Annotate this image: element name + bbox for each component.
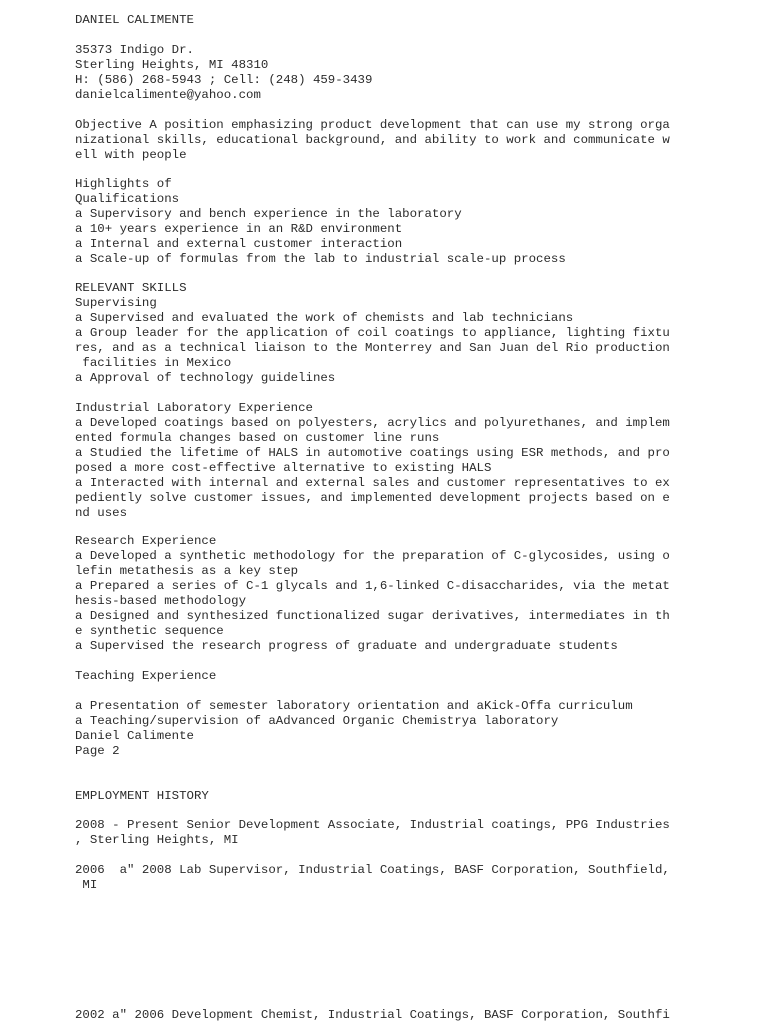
- text-line: Research Experience: [75, 534, 217, 548]
- text-line: a Supervised and evaluated the work of chemists and lab technicians: [75, 311, 574, 325]
- text-line: lefin metathesis as a key step: [75, 564, 299, 578]
- text-line: danielcalimente@yahoo.com: [75, 88, 261, 102]
- text-line: e synthetic sequence: [75, 624, 224, 638]
- text-line: RELEVANT SKILLS: [75, 281, 187, 295]
- text-line: Highlights of: [75, 177, 172, 191]
- text-line: a Group leader for the application of coil coatings to appliance, lighting fixtu: [75, 326, 670, 340]
- text-line: nd uses: [75, 506, 128, 520]
- text-line: a Interacted with internal and external sales and customer representatives to ex: [75, 476, 670, 490]
- text-line: a Developed coatings based on polyesters, acrylics and polyurethanes, and implem: [75, 416, 670, 430]
- text-line: 2006 a" 2008 Lab Supervisor, Industrial Coatings, BASF Corporation, Southfield,: [75, 863, 670, 877]
- text-line: a Internal and external customer interaction: [75, 237, 403, 251]
- text-line: a Teaching/supervision of aAdvanced Organic Chemistrya laboratory: [75, 714, 559, 728]
- text-line: nizational skills, educational background, and ability to work and communicate w: [75, 133, 670, 147]
- text-line: a Presentation of semester laboratory orientation and aKick-Offa curriculum: [75, 699, 633, 713]
- text-line: EMPLOYMENT HISTORY: [75, 789, 209, 803]
- text-line: , Sterling Heights, MI: [75, 833, 239, 847]
- text-line: a Supervised the research progress of graduate and undergraduate students: [75, 639, 618, 653]
- text-line: a Developed a synthetic methodology for the preparation of C-glycosides, using o: [75, 549, 670, 563]
- text-line: a Studied the lifetime of HALS in automotive coatings using ESR methods, and pro: [75, 446, 670, 460]
- text-line: Sterling Heights, MI 48310: [75, 58, 269, 72]
- text-line: Teaching Experience: [75, 669, 217, 683]
- text-line: Industrial Laboratory Experience: [75, 401, 313, 415]
- text-line: DANIEL CALIMENTE: [75, 13, 194, 27]
- text-line: Objective A position emphasizing product development that can use my strong orga: [75, 118, 670, 132]
- text-line: H: (586) 268-5943 ; Cell: (248) 459-3439: [75, 73, 373, 87]
- text-line: a Designed and synthesized functionalized sugar derivatives, intermediates in th: [75, 609, 670, 623]
- text-line: res, and as a technical liaison to the Monterrey and San Juan del Rio production: [75, 341, 670, 355]
- text-line: 35373 Indigo Dr.: [75, 43, 194, 57]
- text-line: ented formula changes based on customer line runs: [75, 431, 440, 445]
- text-line: Supervising: [75, 296, 157, 310]
- text-line: ell with people: [75, 148, 187, 162]
- text-line: facilities in Mexico: [75, 356, 232, 370]
- text-line: 2002 a" 2006 Development Chemist, Industrial Coatings, BASF Corporation, Southfi: [75, 1008, 670, 1022]
- text-line: a Scale-up of formulas from the lab to industrial scale-up process: [75, 252, 566, 266]
- text-line: a Prepared a series of C-1 glycals and 1,6-linked C-disaccharides, via the metat: [75, 579, 670, 593]
- text-line: Daniel Calimente: [75, 729, 194, 743]
- text-line: Page 2: [75, 744, 120, 758]
- text-line: 2008 - Present Senior Development Associate, Industrial coatings, PPG Industries: [75, 818, 670, 832]
- text-line: posed a more cost-effective alternative to existing HALS: [75, 461, 492, 475]
- text-line: a Supervisory and bench experience in the laboratory: [75, 207, 462, 221]
- text-line: pediently solve customer issues, and implemented development projects based on e: [75, 491, 670, 505]
- text-line: MI: [75, 878, 98, 892]
- text-line: Qualifications: [75, 192, 180, 206]
- text-line: hesis-based methodology: [75, 594, 247, 608]
- text-line: a 10+ years experience in an R&D environment: [75, 222, 403, 236]
- text-line: a Approval of technology guidelines: [75, 371, 336, 385]
